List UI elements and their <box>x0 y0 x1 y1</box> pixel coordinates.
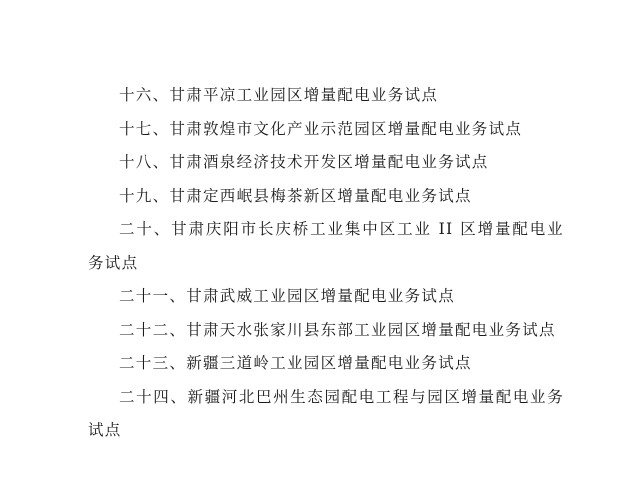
list-item: 十六、甘肃平凉工业园区增量配电业务试点 <box>119 86 439 104</box>
list-item: 二十四、新疆河北巴州生态园配电工程与园区增量配电业务试点 <box>88 387 564 439</box>
list-item: 二十二、甘肃天水张家川县东部工业园区增量配电业务试点 <box>119 320 556 339</box>
list-item: 十八、甘肃酒泉经济技术开发区增量配电业务试点 <box>119 153 489 171</box>
list-item: 二十三、新疆三道岭工业园区增量配电业务试点 <box>119 354 472 372</box>
list-item: 十七、甘肃敦煌市文化产业示范园区增量配电业务试点 <box>119 119 523 138</box>
list-item: 二十、甘肃庆阳市长庆桥工业集中区工业 II 区增量配电业务试点 <box>88 220 564 272</box>
list-item: 十九、甘肃定西岷县梅茶新区增量配电业务试点 <box>119 186 472 205</box>
pilot-project-list <box>88 79 564 448</box>
list-item: 二十一、甘肃武威工业园区增量配电业务试点 <box>119 287 456 305</box>
